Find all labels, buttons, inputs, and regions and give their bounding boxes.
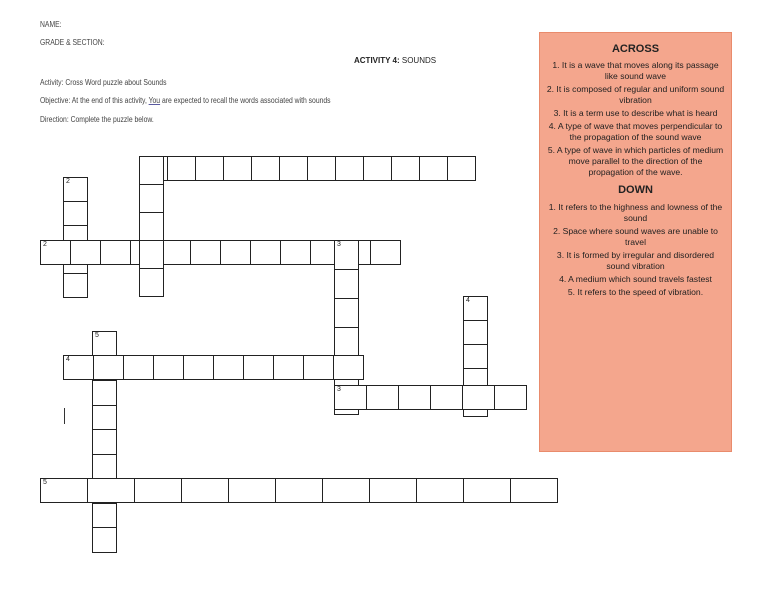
down-clue-5: 5. It refers to the speed of vibration. xyxy=(567,287,704,297)
objective-suffix: are expected to recall the words associated with sounds xyxy=(160,96,331,105)
crossword-cell-down-1-2[interactable] xyxy=(139,184,164,213)
crossword-cell-across-4-3[interactable] xyxy=(123,355,154,380)
across-clue-5: 5. A type of wave in which particles of medium move parallel to the direction of the propagation of the wave. xyxy=(547,145,724,177)
crossword-cell-across-2-3[interactable] xyxy=(100,240,131,265)
activity-title-topic: SOUNDS xyxy=(399,56,437,65)
grade-section-label: GRADE & SECTION: xyxy=(40,38,105,47)
crossword-cell-down-5-1[interactable] xyxy=(92,331,117,357)
crossword-cell-down-3-1[interactable] xyxy=(334,240,359,270)
direction-text: Direction: Complete the puzzle below. xyxy=(40,115,154,124)
crossword-cell-down-5-5[interactable] xyxy=(92,429,117,455)
crossword-cell-across-3-2[interactable] xyxy=(366,385,399,410)
crossword-cell-down-4-1[interactable] xyxy=(463,296,488,321)
crossword-cell-across-4-7[interactable] xyxy=(243,355,274,380)
down-clue-2: 2. Space where sound waves are unable to travel xyxy=(553,226,718,247)
crossword-cell-across-5-11[interactable] xyxy=(510,478,558,503)
crossword-cell-down-3-4[interactable] xyxy=(334,327,359,357)
name-label: NAME: xyxy=(40,20,62,29)
clue-number-down-5: 5 xyxy=(95,332,99,339)
crossword-cell-across-1-11[interactable] xyxy=(419,156,448,181)
crossword-cell-down-2-5[interactable] xyxy=(63,273,88,298)
down-heading: DOWN xyxy=(618,184,653,196)
crossword-cell-down-5-6[interactable] xyxy=(92,454,117,480)
crossword-cell-across-1-5[interactable] xyxy=(251,156,280,181)
crossword-cell-across-3-6[interactable] xyxy=(494,385,527,410)
down-clue-3: 3. It is formed by irregular and disordered sound vibration xyxy=(556,250,715,271)
crossword-cell-down-1-3[interactable] xyxy=(139,212,164,241)
crossword-cell-across-1-8[interactable] xyxy=(335,156,364,181)
across-clue-4: 4. A type of wave that moves perpendicular to the propagation of the sound wave xyxy=(548,121,723,142)
crossword-cell-down-4-2[interactable] xyxy=(463,320,488,345)
activity-title-number: ACTIVITY 4: xyxy=(354,56,400,65)
crossword-cell-across-4-10[interactable] xyxy=(333,355,364,380)
clue-number-down-2: 2 xyxy=(66,178,70,185)
clue-number-across-4: 4 xyxy=(66,356,70,363)
crossword-cell-across-2-12[interactable] xyxy=(370,240,401,265)
crossword-cell-across-1-10[interactable] xyxy=(391,156,420,181)
crossword-cell-across-3-1[interactable] xyxy=(334,385,367,410)
activity-description: Activity: Cross Word puzzle about Sounds xyxy=(40,78,167,87)
across-clue-3: 3. It is a term use to describe what is heard xyxy=(553,108,718,118)
crossword-cell-down-1-5[interactable] xyxy=(139,268,164,297)
crossword-cell-down-5-9[interactable] xyxy=(92,527,117,553)
crossword-cell-across-2-9[interactable] xyxy=(280,240,311,265)
objective-text xyxy=(40,96,331,105)
crossword-cell-across-3-4[interactable] xyxy=(430,385,463,410)
crossword-cell-across-3-5[interactable] xyxy=(462,385,495,410)
crossword-cell-across-4-8[interactable] xyxy=(273,355,304,380)
objective-underlined-word: You xyxy=(148,96,161,105)
crossword-cell-across-5-5[interactable] xyxy=(228,478,276,503)
crossword-cell-across-5-9[interactable] xyxy=(416,478,464,503)
crossword-cell-across-3-3[interactable] xyxy=(398,385,431,410)
clue-number-across-3: 3 xyxy=(337,386,341,393)
clue-number-across-5: 5 xyxy=(43,479,47,486)
crossword-cell-across-2-6[interactable] xyxy=(190,240,221,265)
crossword-cell-down-3-3[interactable] xyxy=(334,298,359,328)
clue-number-down-3: 3 xyxy=(337,241,341,248)
crossword-cell-across-2-2[interactable] xyxy=(70,240,101,265)
crossword-cell-across-1-4[interactable] xyxy=(223,156,252,181)
crossword-cell-across-5-10[interactable] xyxy=(463,478,511,503)
across-heading: ACROSS xyxy=(611,43,660,55)
clue-number-down-4: 4 xyxy=(466,297,470,304)
crossword-cell-across-1-12[interactable] xyxy=(447,156,476,181)
crossword-cell-across-1-9[interactable] xyxy=(363,156,392,181)
crossword-cell-across-2-7[interactable] xyxy=(220,240,251,265)
crossword-cell-down-2-2[interactable] xyxy=(63,201,88,226)
activity-title xyxy=(354,56,436,65)
crossword-cell-across-5-8[interactable] xyxy=(369,478,417,503)
crossword-cell-across-1-2[interactable] xyxy=(167,156,196,181)
crossword-cell-across-4-6[interactable] xyxy=(213,355,244,380)
crossword-cell-down-3-2[interactable] xyxy=(334,269,359,299)
crossword-cell-across-5-4[interactable] xyxy=(181,478,229,503)
crossword-cell-across-4-4[interactable] xyxy=(153,355,184,380)
across-clue-1: 1. It is a wave that moves along its passage like sound wave xyxy=(552,60,719,81)
crossword-cell-down-1-4[interactable] xyxy=(139,240,164,269)
crossword-cell-across-5-1[interactable] xyxy=(40,478,88,503)
crossword-cell-across-5-2[interactable] xyxy=(87,478,135,503)
crossword-cell-down-5-3[interactable] xyxy=(92,380,117,406)
crossword-cell-across-1-6[interactable] xyxy=(279,156,308,181)
down-clue-1: 1. It refers to the highness and lowness of the sound xyxy=(548,202,723,223)
stray-mark xyxy=(64,408,65,424)
crossword-cell-across-1-3[interactable] xyxy=(195,156,224,181)
crossword-cell-across-4-2[interactable] xyxy=(93,355,124,380)
clue-number-across-2: 2 xyxy=(43,241,47,248)
clues-panel xyxy=(539,32,732,452)
crossword-cell-across-2-1[interactable] xyxy=(40,240,71,265)
crossword-cell-across-5-3[interactable] xyxy=(134,478,182,503)
crossword-cell-down-2-1[interactable] xyxy=(63,177,88,202)
crossword-cell-across-5-6[interactable] xyxy=(275,478,323,503)
crossword-cell-across-2-8[interactable] xyxy=(250,240,281,265)
crossword-cell-across-1-7[interactable] xyxy=(307,156,336,181)
crossword-cell-down-4-3[interactable] xyxy=(463,344,488,369)
crossword-cell-across-4-5[interactable] xyxy=(183,355,214,380)
crossword-cell-down-1-1[interactable] xyxy=(139,156,164,185)
down-clue-4: 4. A medium which sound travels fastest xyxy=(559,274,712,284)
across-clue-2: 2. It is composed of regular and uniform sound vibration xyxy=(546,84,725,105)
crossword-cell-down-5-8[interactable] xyxy=(92,503,117,529)
crossword-cell-across-4-9[interactable] xyxy=(303,355,334,380)
crossword-cell-down-5-4[interactable] xyxy=(92,405,117,431)
crossword-cell-across-4-1[interactable] xyxy=(63,355,94,380)
objective-prefix: Objective: At the end of this activity, xyxy=(40,96,149,105)
crossword-cell-across-2-5[interactable] xyxy=(160,240,191,265)
crossword-cell-across-5-7[interactable] xyxy=(322,478,370,503)
